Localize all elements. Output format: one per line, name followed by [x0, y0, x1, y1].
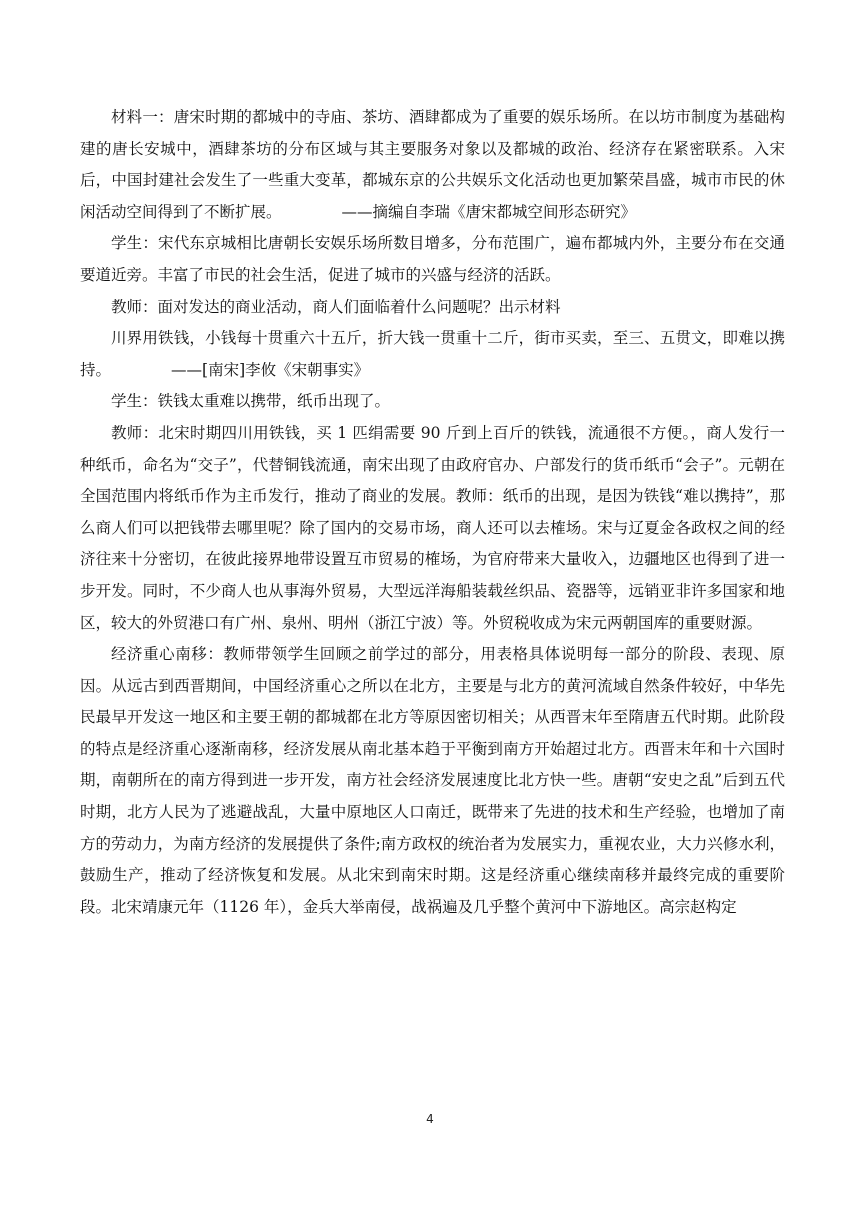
quoted-material-paragraph	[80, 323, 785, 386]
teacher-explanation-text: 教师：北宋时期四川用铁钱，买 1 匹绢需要 90 斤到上百斤的铁钱，流通很不方便。，商人发行一种纸币，命名为“交子”，代替铜钱流通，南宋出现了由政府官办、户部发行的货币纸币“会子”。元朝在全国范围内将纸币作为主币发行，推动了商业的发展。教师：纸币的出现，是因为铁钱“难以携持”，那么商人们可以把钱带去哪里呢？除了国内的交易市场，商人还可以去榷场。宋与辽夏金各政权之间的经济往来十分密切，在彼此接界地带设置互市贸易的榷场，为官府带来大量收入，边疆地区也得到了进一步开发。同时，不少商人也从事海外贸易，大型远洋海船装载丝织品、瓷器等，远销亚非许多国家和地区，较大的外贸港口有广州、泉州、明州（浙江宁波）等。外贸税收成为宋元两朝国库的重要财源。	[80, 423, 785, 632]
material-one-paragraph	[80, 102, 785, 228]
quoted-material-text: 川界用铁钱，小钱每十贯重六十五斤，折大钱一贯重十二斤，街市买卖，至三、五贯文，即难以携持。	[80, 329, 785, 379]
student-answer-paragraph	[80, 228, 785, 291]
page-number: 4	[426, 1112, 434, 1126]
teacher-question-text: 教师：面对发达的商业活动，商人们面临着什么问题呢？出示材料	[111, 297, 561, 316]
material-one-text: 材料一：唐宋时期的都城中的寺庙、茶坊、酒肆都成为了重要的娱乐场所。在以坊市制度为基础构建的唐长安城中，酒肆茶坊的分布区域与其主要服务对象以及都城的政治、经济存在紧密联系。入宋后，中国封建社会发生了一些重大变革，都城东京的公共娱乐文化活动也更加繁荣昌盛，城市市民的休闲活动空间得到了不断扩展。	[80, 108, 785, 221]
quoted-material-citation: ——[南宋]李攸《宋朝事实》	[171, 360, 370, 379]
student-reply-text: 学生：铁钱太重难以携带，纸币出现了。	[111, 392, 391, 411]
teacher-question-paragraph	[80, 292, 785, 324]
student-answer-text: 学生：宋代东京城相比唐朝长安娱乐场所数目增多，分布范围广，遍布都城内外，主要分布在交通要道近旁。丰富了市民的社会生活，促进了城市的兴盛与经济的活跃。	[80, 234, 785, 284]
student-reply-paragraph	[80, 386, 785, 418]
economic-center-text: 经济重心南移：教师带领学生回顾之前学过的部分，用表格具体说明每一部分的阶段、表现、原因。从远古到西晋期间，中国经济重心之所以在北方，主要是与北方的黄河流域自然条件较好，中华先民最早开发这一地区和主要王朝的都城都在北方等原因密切相关；从西晋末年至隋唐五代时期。此阶段的特点是经济重心逐渐南移，经济发展从南北基本趋于平衡到南方开始超过北方。西晋末年和十六国时期，南朝所在的南方得到进一步开发，南方社会经济发展速度比北方快一些。唐朝“安史之乱”后到五代时期，北方人民为了逃避战乱，大量中原地区人口南迁，既带来了先进的技术和生产经验，也增加了南方的劳动力，为南方经济的发展提供了条件;南方政权的统治者为发展实力，重视农业，大力兴修水利，鼓励生产，推动了经济恢复和发展。从北宋到南宋时期。这是经济重心继续南移并最终完成的重要阶段。北宋靖康元年（1126 年），金兵大举南侵，战祸遍及几乎整个黄河中下游地区。高宗赵构定	[80, 645, 785, 916]
economic-center-paragraph	[80, 639, 785, 923]
material-one-citation: ——摘编自李瑞《唐宋都城空间形态研究》	[341, 202, 637, 221]
document-body	[80, 102, 785, 923]
teacher-explanation-paragraph	[80, 418, 785, 639]
